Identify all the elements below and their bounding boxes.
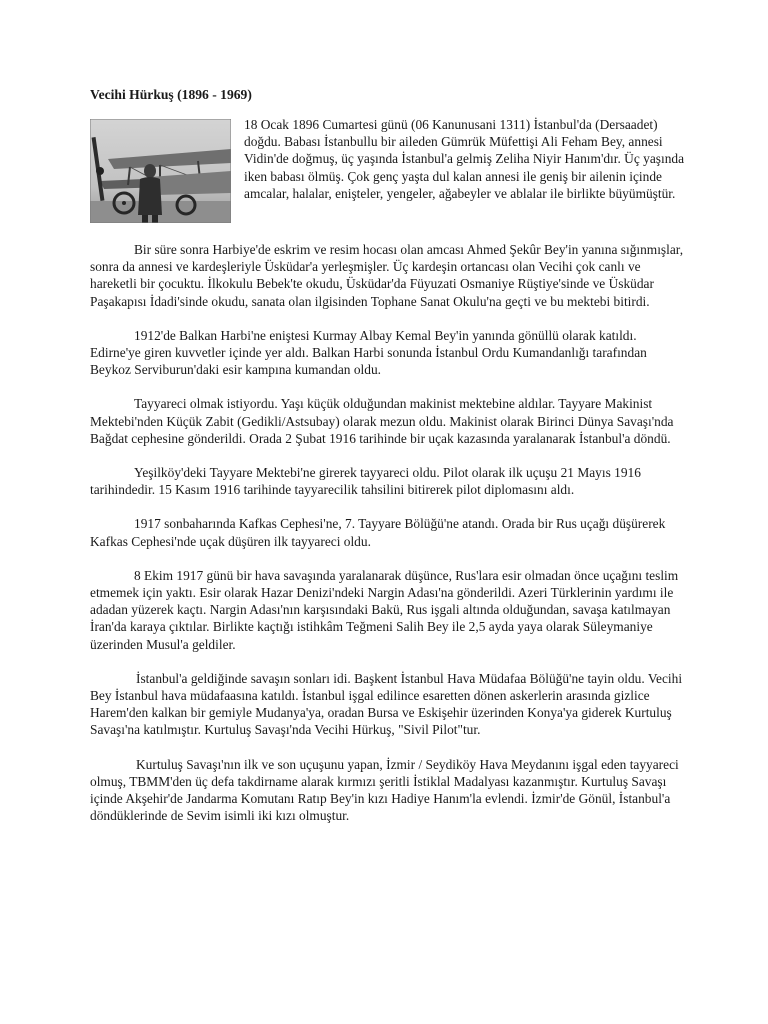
paragraph-independence-war: Kurtuluş Savaşı'nın ilk ve son uçuşunu yapan, İzmir / Seydiköy Hava Meydanını işgal eden tayyareci olmuş, TBMM'den üç defa takdirname alarak kırmızı şeritli İstiklal Madalyası kazanmıştır. Kurtuluş Savaşı içinde Akşehir'de Jandarma Komutanı Ratıp Bey'in kızı Hadiye Hanım'la evlendi. İzmir'de Gönül, İstanbul'a döndüklerinde de Sevim isimli iki kızı olmuştur. xyxy=(90,756,679,824)
document-page xyxy=(90,86,690,841)
portrait-photo xyxy=(90,119,231,223)
paragraph-istanbul-return: İstanbul'a geldiğinde savaşın sonları idi. Başkent İstanbul Hava Müdafaa Bölüğü'ne tayin oldu. Vecihi Bey İstanbul hava müdafaasına katıldı. İstanbul işgal edilince esaretten dönen askerlerin arasında gizlice Harem'den kalkan bir gemiyle Mudanya'ya, oradan Bursa ve Eskişehir üzerinden Konya'ya giderek Kurtuluş Savaşı'na katılmıştır. Kurtuluş Savaşı'nda Vecihi Hürkuş, "Sivil Pilot"tur. xyxy=(90,670,683,738)
paragraph-mechanic-school: Tayyareci olmak istiyordu. Yaşı küçük olduğundan makinist mektebine aldılar. Tayyare Makinist Mektebi'nden Küçük Zabit (Gedikli/Astsubay) olarak mezun oldu. Makinist olarak Birinci Dünya Savaşı'nda Bağdat cephesine gönderildi. Orada 2 Şubat 1916 tarihinde bir uçak kazasında yaralanarak İstanbul'a döndü. xyxy=(90,396,674,446)
paragraph-balkan-war: 1912'de Balkan Harbi'ne eniştesi Kurmay Albay Kemal Bey'in yanında gönüllü olarak katıldı. Edirne'ye giren kuvvetler içinde yer aldı. Balkan Harbi sonunda İstanbul Ordu Kumandanlığı tarafından Beykoz Serviburun'daki esir kampına kumandan oldu. xyxy=(90,327,647,378)
document-title: Vecihi Hürkuş (1896 - 1969) xyxy=(90,87,252,102)
intro-paragraph: 18 Ocak 1896 Cumartesi günü (06 Kanunusani 1311) İstanbul'da (Dersaadet) doğdu. Babası İstanbullu bir aileden Gümrük Müfettişi Ali Feham Bey, annesi Vidin'de doğmuş, üç yaşında İstanbul'a gelmiş Zeliha Niyir Hanım'dır. Üç yaşında iken babası ölmüş. Çok genç yaşta dul kalan annesi ile geniş bir ailenin içinde amcalar, halalar, enişteler, yengeler, ağabeyler ve ablalar ile birlikte büyümüştür. xyxy=(244,117,685,201)
paragraph-pilot-school: Yeşilköy'deki Tayyare Mektebi'ne girerek tayyareci oldu. Pilot olarak ilk uçuşu 21 Mayıs 1916 tarihindedir. 15 Kasım 1916 tarihinde tayyarecilik tahsilini bitirerek pilot diplomasını aldı. xyxy=(90,465,641,498)
paragraph-childhood: Bir süre sonra Harbiye'de eskrim ve resim hocası olan amcası Ahmed Şekûr Bey'in yanına sığınmışlar, sonra da annesi ve kardeşleriyle Üsküdar'a yerleşmişler. Üç kardeşin ortancası olan Vecihi çok canlı ve hareketli bir çocuktu. İlkokulu Bebek'te okudu, Üsküdar'da Füyuzati Osmaniye Rüştiye'sinde ve Üsküdar Paşakapısı İdadi'sinde okudu, sanata olan ilgisinden Tophane Sanat Okulu'na geçti ve bu mektebi bitirdi. xyxy=(90,242,684,309)
paragraph-caucasus-front: 1917 sonbaharında Kafkas Cephesi'ne, 7. Tayyare Bölüğü'ne atandı. Orada bir Rus uçağı düşürerek Kafkas Cephesi'nde uçak düşüren ilk tayyareci oldu. xyxy=(90,516,666,549)
paragraph-captivity: 8 Ekim 1917 günü bir hava savaşında yaralanarak düşünce, Rus'lara esir olmadan önce uçağını teslim etmemek için yaktı. Esir olarak Hazar Denizi'ndeki Nargin Adası'na gönderildi. Azeri Türklerinin yardımı ile adadan yüzerek kaçtı. Nargin Adası'nın karşısındaki Bakü, Rus işgali altında olduğundan, savaşa katılmayan İran'da karaya çıktılar. Birlikte kaçtığı istihkâm Teğmeni Salih Bey ile 2,5 ayda yaya olarak Süleymaniye üzerinden Musul'a geldiler. xyxy=(90,567,679,652)
intro-section xyxy=(90,118,690,223)
